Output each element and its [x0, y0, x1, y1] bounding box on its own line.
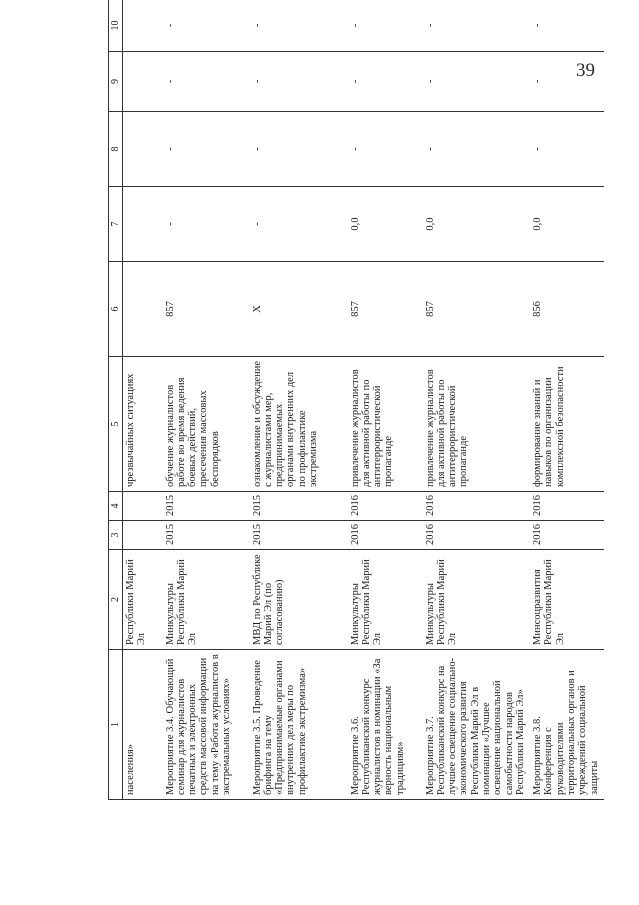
value-cell-9: - — [250, 52, 348, 112]
value-cell-8: - — [163, 112, 250, 187]
table-row — [348, 0, 423, 800]
table-row — [250, 0, 348, 800]
end-year-cell: 2016 — [530, 492, 604, 521]
page-number: 39 — [576, 60, 595, 81]
result-cell: формирование знаний и навыков по организации комплексной безопасности — [530, 357, 604, 492]
value-cell-10: - — [530, 0, 604, 52]
header-cell-7: 7 — [109, 187, 123, 262]
table-row — [123, 0, 163, 800]
header-cell-3: 3 — [109, 521, 123, 550]
measure-cell: Мероприятие 3.5. Проведение брифинга на тему «Предпринимаемые органами внутренних дел меры по профилактике экстремизма» — [250, 650, 348, 800]
header-cell-5: 5 — [109, 357, 123, 492]
value-cell-10: - — [163, 0, 250, 52]
value-cell-7: - — [250, 187, 348, 262]
code-cell: 857 — [348, 262, 423, 357]
code-cell: 857 — [423, 262, 531, 357]
value-cell-7: 0,0 — [530, 187, 604, 262]
value-cell-10: - — [423, 0, 531, 52]
value-cell-9: - — [348, 52, 423, 112]
value-cell-8: - — [348, 112, 423, 187]
header-cell-6: 6 — [109, 262, 123, 357]
end-year-cell: 2015 — [250, 492, 348, 521]
measure-cell: Мероприятие 3.4. Обучающий семинар для журналистов печатных и электронных средств массовой информации на тему «Работа журналистов в экстремальных условиях» — [163, 650, 250, 800]
value-cell-8: - — [250, 112, 348, 187]
result-cell: привлечение журналистов для активной работы по антитеррористической пропаганде — [423, 357, 531, 492]
header-cell-1: 1 — [109, 650, 123, 800]
header-cell-9: 9 — [109, 52, 123, 112]
value-cell-7: - — [163, 187, 250, 262]
table-row — [423, 0, 531, 800]
value-cell-10: - — [348, 0, 423, 52]
end-year-cell: 2016 — [423, 492, 531, 521]
end-year-cell: 2015 — [163, 492, 250, 521]
header-cell-8: 8 — [109, 112, 123, 187]
end-year-cell: 2016 — [348, 492, 423, 521]
value-cell-9 — [123, 52, 163, 112]
result-cell: ознакомление и обсуждение с журналистами мер, предпринимаемых органами внутренних дел по профилактике экстремизма — [250, 357, 348, 492]
start-year-cell: 2015 — [163, 521, 250, 550]
value-cell-8 — [123, 112, 163, 187]
start-year-cell: 2015 — [250, 521, 348, 550]
code-cell — [123, 262, 163, 357]
header-cell-10: 10 — [109, 0, 123, 52]
executor-cell: МВД по Республике Марий Эл (по согласованию) — [250, 550, 348, 650]
program-measures-table — [108, 0, 604, 800]
start-year-cell: 2016 — [530, 521, 604, 550]
value-cell-8: - — [530, 112, 604, 187]
header-cell-2: 2 — [109, 550, 123, 650]
value-cell-9: - — [423, 52, 531, 112]
start-year-cell: 2016 — [348, 521, 423, 550]
table-row — [530, 0, 604, 800]
end-year-cell — [123, 492, 163, 521]
executor-cell: Республики Марий Эл — [123, 550, 163, 650]
start-year-cell — [123, 521, 163, 550]
measure-cell: Мероприятие 3.6. Республиканский конкурс журналистов в номинации «За верность национальным традициям» — [348, 650, 423, 800]
code-cell: 857 — [163, 262, 250, 357]
executor-cell: Минкультуры Республики Марий Эл — [423, 550, 531, 650]
value-cell-8: - — [423, 112, 531, 187]
executor-cell: Минкультуры Республики Марий Эл — [163, 550, 250, 650]
value-cell-10 — [123, 0, 163, 52]
result-cell: чрезвычайных ситуациях — [123, 357, 163, 492]
value-cell-7: 0,0 — [348, 187, 423, 262]
executor-cell: Минкультуры Республики Марий Эл — [348, 550, 423, 650]
result-cell: обучение журналистов работе во время ведения боевых действий, пресечения массовых беспорядков — [163, 357, 250, 492]
header-row — [109, 0, 123, 800]
value-cell-9: - — [163, 52, 250, 112]
result-cell: привлечение журналистов для активной работы по антитеррористической пропаганде — [348, 357, 423, 492]
measure-cell: населения» — [123, 650, 163, 800]
executor-cell: Минсоцразвития Республики Марий Эл — [530, 550, 604, 650]
measure-cell: Мероприятие 3.7. Республиканский конкурс на лучшее освещение социально-экономического развития Республики Марий Эл в номинации «Лучшее освещение национальной самобытности народов Республики Марий Эл» — [423, 650, 531, 800]
value-cell-9: - — [530, 52, 604, 112]
value-cell-10: - — [250, 0, 348, 52]
table-row — [163, 0, 250, 800]
measure-cell: Мероприятие 3.8. Конференция с руководителями территориальных органов и учреждений социальной защиты — [530, 650, 604, 800]
value-cell-7 — [123, 187, 163, 262]
header-cell-4: 4 — [109, 492, 123, 521]
code-cell: X — [250, 262, 348, 357]
start-year-cell: 2016 — [423, 521, 531, 550]
code-cell: 856 — [530, 262, 604, 357]
value-cell-7: 0,0 — [423, 187, 531, 262]
